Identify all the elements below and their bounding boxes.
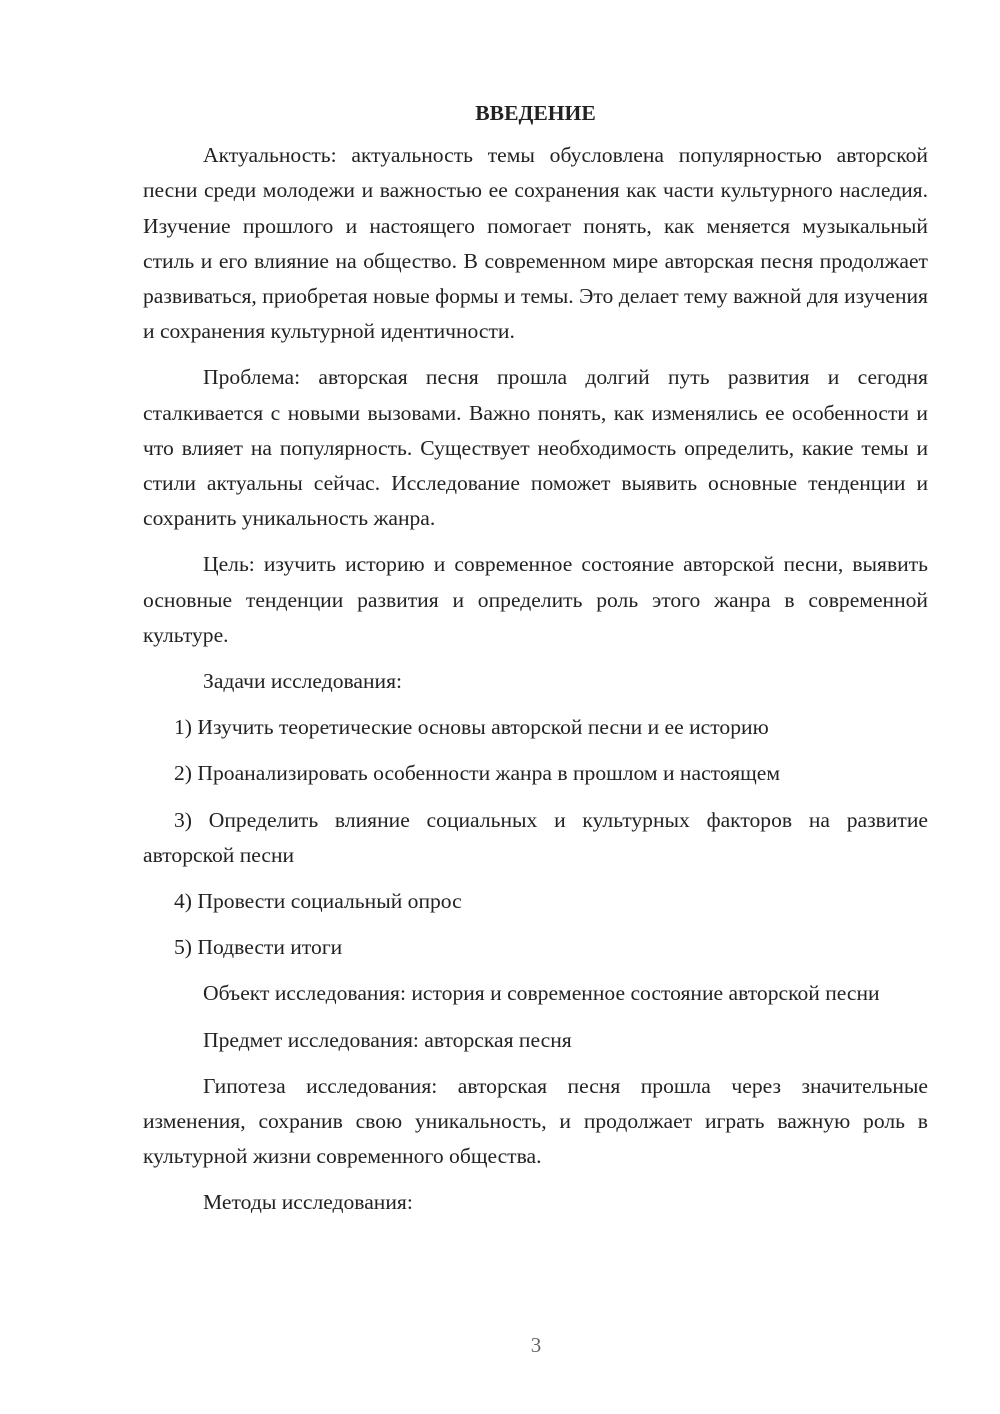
subject-paragraph: Предмет исследования: авторская песня	[203, 1027, 572, 1052]
methods-heading: Методы исследования:	[203, 1190, 413, 1215]
task-item: 3) Определить влияние социальных и культурных факторов на развитие авторской песни	[143, 807, 928, 867]
task-item: 2) Проанализировать особенности жанра в прошлом и настоящем	[174, 761, 781, 786]
relevance-paragraph: Актуальность: актуальность темы обусловлена популярностью авторской песни среди молодежи и важностью ее сохранения как части культурного наследия. Изучение прошлого и настоящего помогает понять, как меняется музыкальный стиль и его влияние на общество. В современном мире авторская песня продолжает развиваться, приобретая новые формы и темы. Это делает тему важной для изучения и сохранения культурной идентичности.	[143, 143, 928, 344]
task-item: 5) Подвести итоги	[174, 935, 343, 960]
object-paragraph: Объект исследования: история и современное состояние авторской песни	[203, 981, 880, 1006]
page-content	[143, 96, 928, 1232]
task-item: 1) Изучить теоретические основы авторской песни и ее историю	[174, 715, 769, 740]
task-item: 4) Провести социальный опрос	[174, 889, 462, 914]
problem-paragraph: Проблема: авторская песня прошла долгий путь развития и сегодня сталкивается с новыми вызовами. Важно понять, как изменялись ее особенности и что влияет на популярность. Существует необходимость определить, какие темы и стили актуальны сейчас. Исследование поможет выявить основные тенденции и сохранить уникальность жанра.	[143, 365, 928, 531]
tasks-heading: Задачи исследования:	[203, 669, 403, 694]
section-title: ВВЕДЕНИЕ	[475, 101, 596, 125]
page-number: 3	[530, 1333, 542, 1357]
goal-paragraph: Цель: изучить историю и современное состояние авторской песни, выявить основные тенденции развития и определить роль этого жанра в современной культуре.	[143, 552, 928, 647]
hypothesis-paragraph: Гипотеза исследования: авторская песня прошла через значительные изменения, сохранив свою уникальность, и продолжает играть важную роль в культурной жизни современного общества.	[143, 1073, 928, 1169]
